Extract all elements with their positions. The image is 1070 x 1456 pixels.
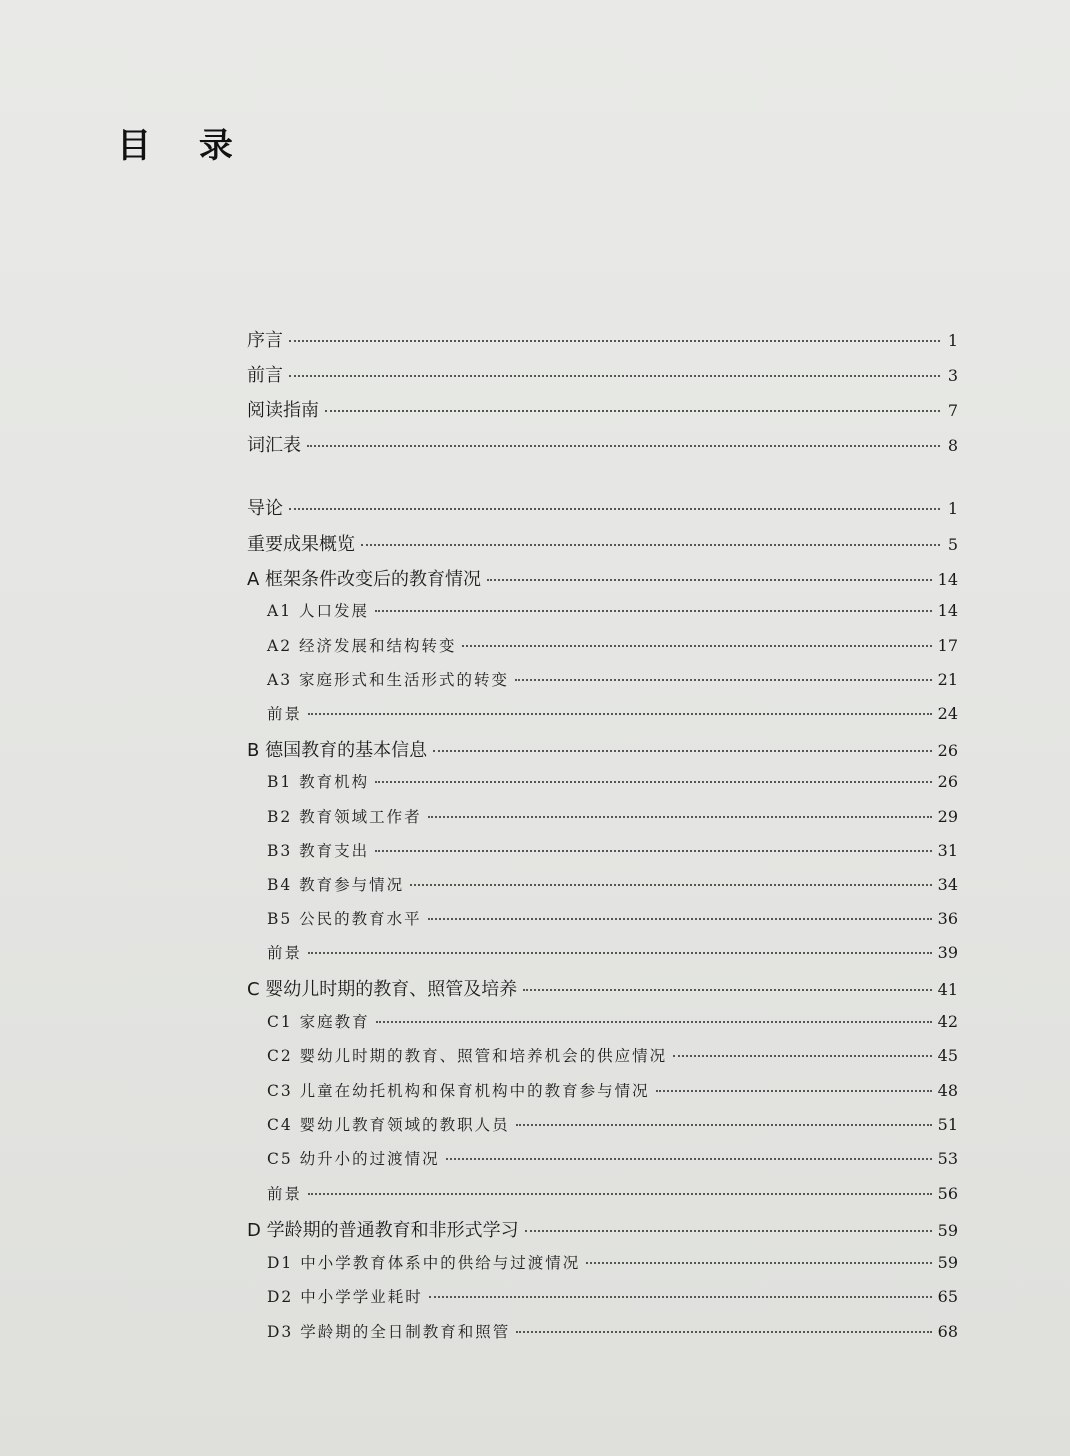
- dot-leader: [673, 1055, 931, 1057]
- toc-entry-page: 8: [947, 436, 958, 455]
- toc-subentry-label: C1 家庭教育: [267, 1013, 370, 1031]
- toc-subentry-page: 48: [937, 1081, 958, 1100]
- toc-entry[interactable]: [247, 396, 958, 426]
- toc-subentry[interactable]: [267, 941, 958, 971]
- toc-subentry-page: 17: [937, 636, 958, 655]
- toc-subentry-page: 36: [937, 909, 958, 928]
- toc-subentry-label: A3 家庭形式和生活形式的转变: [267, 671, 509, 689]
- toc-entry[interactable]: [247, 494, 958, 524]
- page-title: 目 录: [117, 126, 251, 166]
- dot-leader: [376, 1021, 932, 1023]
- toc-subentry[interactable]: [267, 1147, 958, 1177]
- toc-subentry[interactable]: [267, 907, 958, 937]
- toc-subentry-label: B5 公民的教育水平: [267, 910, 422, 928]
- toc-entry-label: 阅读指南: [247, 400, 319, 421]
- toc-entry[interactable]: [247, 326, 958, 356]
- dot-leader: [516, 1331, 931, 1333]
- toc-subentry-page: 53: [937, 1149, 958, 1168]
- dot-leader: [446, 1158, 932, 1160]
- toc-subentry-label: C4 婴幼儿教育领域的教职人员: [267, 1116, 510, 1134]
- toc-subentry-label: B2 教育领域工作者: [267, 808, 422, 826]
- toc-subentry-page: 34: [937, 875, 958, 894]
- toc-subentry[interactable]: [267, 1182, 958, 1212]
- toc-subentry[interactable]: [267, 702, 958, 732]
- toc-subentry-page: 42: [937, 1012, 958, 1031]
- toc-subentry-page: 21: [937, 670, 958, 689]
- toc-subentry[interactable]: [267, 1251, 958, 1281]
- toc-section-label: B 德国教育的基本信息: [247, 740, 428, 761]
- toc-subentry-page: 29: [937, 807, 958, 826]
- toc-subentry-label: C2 婴幼儿时期的教育、照管和培养机会的供应情况: [267, 1047, 668, 1065]
- dot-leader: [375, 610, 932, 612]
- toc-subentry-page: 26: [937, 772, 958, 791]
- dot-leader: [525, 1230, 932, 1232]
- toc-subentry-label: D2 中小学学业耗时: [267, 1288, 423, 1306]
- dot-leader: [289, 340, 940, 342]
- toc-section-label: C 婴幼儿时期的教育、照管及培养: [247, 979, 518, 1000]
- toc-entry-page: 3: [947, 366, 958, 385]
- toc-entry-label: 序言: [247, 330, 283, 351]
- dot-leader: [361, 544, 940, 546]
- toc-entry[interactable]: [247, 361, 958, 391]
- dot-leader: [375, 781, 931, 783]
- dot-leader: [308, 713, 932, 715]
- toc-subentry-label: B4 教育参与情况: [267, 876, 405, 894]
- toc-subentry-page: 59: [937, 1253, 958, 1272]
- toc-subentry[interactable]: [267, 1285, 958, 1315]
- dot-leader: [487, 579, 932, 581]
- toc-subentry-label: 前景: [267, 1185, 303, 1203]
- toc-subentry-label: 前景: [267, 705, 303, 723]
- toc-subentry-page: 65: [937, 1287, 958, 1306]
- toc-subentry-page: 56: [937, 1184, 958, 1203]
- toc-subentry-label: B1 教育机构: [267, 773, 370, 791]
- toc-subentry[interactable]: [267, 1113, 958, 1143]
- toc-subentry-label: 前景: [267, 944, 303, 962]
- dot-leader: [586, 1262, 931, 1264]
- toc-section-label: D 学龄期的普通教育和非形式学习: [247, 1220, 519, 1241]
- toc-entry[interactable]: [247, 530, 958, 560]
- dot-leader: [523, 989, 931, 991]
- toc-section-page: 41: [937, 980, 958, 999]
- toc-subentry-label: D3 学龄期的全日制教育和照管: [267, 1323, 511, 1341]
- dot-leader: [462, 645, 931, 647]
- toc-subentry[interactable]: [267, 634, 958, 664]
- toc-entry-page: 7: [947, 401, 958, 420]
- toc-entry-page: 5: [947, 535, 958, 554]
- toc-subentry[interactable]: [267, 770, 958, 800]
- toc-subentry-page: 68: [937, 1322, 958, 1341]
- toc-subentry-label: D1 中小学教育体系中的供给与过渡情况: [267, 1254, 581, 1272]
- toc-entry-label: 导论: [247, 498, 283, 519]
- toc-entry[interactable]: [247, 431, 958, 461]
- toc-subentry-page: 14: [937, 601, 958, 620]
- toc-subentry-page: 24: [937, 704, 958, 723]
- toc-subentry[interactable]: [267, 599, 958, 629]
- toc-section-page: 26: [937, 741, 958, 760]
- toc-subentry[interactable]: [267, 668, 958, 698]
- dot-leader: [429, 1296, 932, 1298]
- dot-leader: [289, 508, 940, 510]
- toc-section[interactable]: [247, 736, 958, 766]
- toc-subentry[interactable]: [267, 1044, 958, 1074]
- toc-subentry[interactable]: [267, 1010, 958, 1040]
- toc-subentry[interactable]: [267, 873, 958, 903]
- toc-subentry[interactable]: [267, 1320, 958, 1350]
- dot-leader: [289, 375, 940, 377]
- toc-subentry-page: 39: [937, 943, 958, 962]
- toc-subentry[interactable]: [267, 1079, 958, 1109]
- toc-section[interactable]: [247, 565, 958, 595]
- toc-entry-label: 词汇表: [247, 435, 301, 456]
- dot-leader: [428, 918, 932, 920]
- toc-subentry-page: 51: [937, 1115, 958, 1134]
- toc-subentry-page: 45: [937, 1046, 958, 1065]
- dot-leader: [515, 679, 932, 681]
- toc-entry-label: 重要成果概览: [247, 534, 355, 555]
- toc-subentry-page: 31: [937, 841, 958, 860]
- dot-leader: [410, 884, 931, 886]
- toc-entry-label: 前言: [247, 365, 283, 386]
- toc-subentry[interactable]: [267, 839, 958, 869]
- toc-section[interactable]: [247, 975, 958, 1005]
- toc-section-label: A 框架条件改变后的教育情况: [247, 569, 482, 590]
- dot-leader: [307, 445, 940, 447]
- dot-leader: [656, 1090, 932, 1092]
- dot-leader: [516, 1124, 932, 1126]
- dot-leader: [308, 1193, 932, 1195]
- dot-leader: [428, 816, 932, 818]
- dot-leader: [308, 952, 932, 954]
- toc-subentry-label: A1 人口发展: [267, 602, 369, 620]
- toc-subentry-label: B3 教育支出: [267, 842, 370, 860]
- toc-entry-page: 1: [947, 499, 958, 518]
- toc-subentry-label: C5 幼升小的过渡情况: [267, 1150, 440, 1168]
- toc-subentry-label: A2 经济发展和结构转变: [267, 637, 457, 655]
- toc-section-page: 59: [937, 1221, 958, 1240]
- dot-leader: [433, 750, 932, 752]
- toc-entry-page: 1: [947, 331, 958, 350]
- toc-section[interactable]: [247, 1216, 958, 1246]
- toc-section-page: 14: [937, 570, 958, 589]
- dot-leader: [375, 850, 931, 852]
- dot-leader: [325, 410, 940, 412]
- toc-subentry[interactable]: [267, 805, 958, 835]
- toc-subentry-label: C3 儿童在幼托机构和保育机构中的教育参与情况: [267, 1082, 650, 1100]
